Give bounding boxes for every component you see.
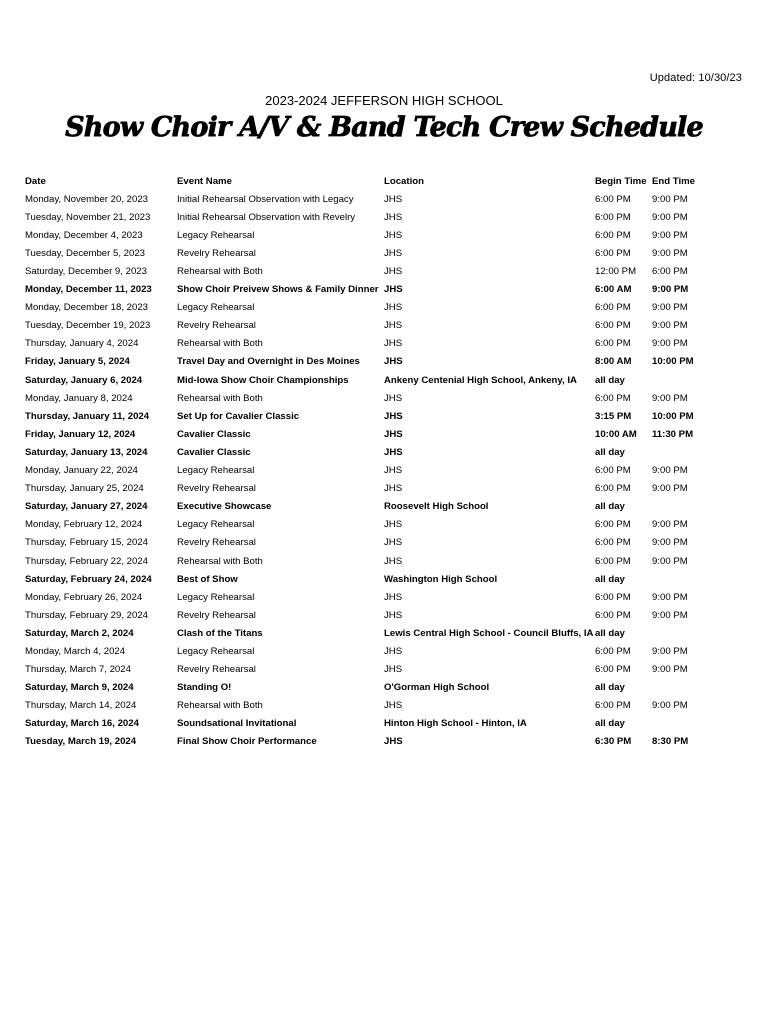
cell-location: JHS xyxy=(384,664,403,676)
cell-begin-time: 6:00 AM xyxy=(595,284,632,296)
cell-end-time: 9:00 PM xyxy=(652,392,688,404)
cell-date: Thursday, February 22, 2024 xyxy=(25,555,149,567)
header-date: Date xyxy=(25,175,46,187)
cell-date: Tuesday, March 19, 2024 xyxy=(25,736,137,748)
cell-location: JHS xyxy=(384,465,403,477)
updated-date: Updated: 10/30/23 xyxy=(649,72,742,84)
cell-begin-time: all day xyxy=(595,682,625,694)
cell-event-name: Legacy Rehearsal xyxy=(177,645,255,657)
cell-event-name: Rehearsal with Both xyxy=(177,338,263,350)
cell-event-name: Revelry Rehearsal xyxy=(177,320,256,332)
cell-end-time: 8:30 PM xyxy=(652,736,689,748)
header-end-time: End Time xyxy=(652,175,696,187)
cell-event-name: Travel Day and Overnight in Des Moines xyxy=(177,356,360,368)
cell-begin-time: 6:00 PM xyxy=(595,700,631,712)
cell-end-time: 9:00 PM xyxy=(652,284,689,296)
table-row xyxy=(25,299,747,317)
cell-event-name: Clash of the Titans xyxy=(177,627,263,639)
table-row xyxy=(25,190,747,208)
cell-event-name: Final Show Choir Performance xyxy=(177,736,317,748)
cell-location: Washington High School xyxy=(384,573,498,585)
table-row xyxy=(25,443,747,461)
cell-end-time: 9:00 PM xyxy=(652,211,688,223)
cell-date: Saturday, January 13, 2024 xyxy=(25,446,148,458)
cell-event-name: Set Up for Cavalier Classic xyxy=(177,410,300,422)
cell-begin-time: 6:00 PM xyxy=(595,519,631,531)
cell-end-time: 9:00 PM xyxy=(652,483,688,495)
cell-begin-time: all day xyxy=(595,374,625,386)
school-heading: 2023-2024 JEFFERSON HIGH SCHOOL xyxy=(265,93,503,108)
cell-event-name: Executive Showcase xyxy=(177,501,272,513)
cell-location: JHS xyxy=(384,700,403,712)
table-row xyxy=(25,552,747,570)
table-row xyxy=(25,498,747,516)
cell-end-time: 9:00 PM xyxy=(652,519,688,531)
cell-location: JHS xyxy=(384,736,403,748)
table-row xyxy=(25,588,747,606)
cell-location: Lewis Central High School - Council Bluffs, IA xyxy=(384,627,594,639)
cell-date: Friday, January 12, 2024 xyxy=(25,428,136,440)
cell-begin-time: all day xyxy=(595,446,625,458)
cell-location: Roosevelt High School xyxy=(384,501,489,513)
cell-date: Saturday, December 9, 2023 xyxy=(25,266,147,278)
cell-end-time: 9:00 PM xyxy=(652,664,688,676)
cell-begin-time: 6:00 PM xyxy=(595,483,631,495)
cell-begin-time: all day xyxy=(595,718,625,730)
cell-begin-time: 6:30 PM xyxy=(595,736,632,748)
cell-event-name: Initial Rehearsal Observation with Legacy xyxy=(177,193,354,205)
cell-date: Thursday, February 29, 2024 xyxy=(25,609,149,621)
cell-begin-time: 6:00 PM xyxy=(595,320,631,332)
cell-begin-time: 6:00 PM xyxy=(595,338,631,350)
cell-location: Hinton High School - Hinton, IA xyxy=(384,718,527,730)
cell-event-name: Rehearsal with Both xyxy=(177,700,263,712)
cell-event-name: Standing O! xyxy=(177,682,232,694)
cell-end-time xyxy=(652,498,747,516)
cell-begin-time: 6:00 PM xyxy=(595,392,631,404)
cell-event-name: Cavalier Classic xyxy=(177,446,251,458)
cell-event-name: Revelry Rehearsal xyxy=(177,664,256,676)
cell-event-name: Show Choir Preivew Shows & Family Dinner xyxy=(177,284,379,296)
cell-location: JHS xyxy=(384,645,403,657)
cell-end-time: 9:00 PM xyxy=(652,700,688,712)
table-row xyxy=(25,534,747,552)
cell-event-name: Legacy Rehearsal xyxy=(177,591,255,603)
header-begin-time: Begin Time xyxy=(595,175,647,187)
cell-location: JHS xyxy=(384,537,403,549)
cell-location: JHS xyxy=(384,320,403,332)
cell-location: JHS xyxy=(384,483,403,495)
cell-date: Saturday, January 6, 2024 xyxy=(25,374,143,386)
cell-location: JHS xyxy=(384,446,403,458)
cell-date: Saturday, March 2, 2024 xyxy=(25,627,134,639)
cell-end-time: 9:00 PM xyxy=(652,465,688,477)
cell-date: Monday, February 26, 2024 xyxy=(25,591,143,603)
cell-end-time: 6:00 PM xyxy=(652,266,688,278)
cell-date: Thursday, January 25, 2024 xyxy=(25,483,144,495)
cell-location: JHS xyxy=(384,609,403,621)
schedule-body xyxy=(25,190,747,751)
cell-event-name: Initial Rehearsal Observation with Revelry xyxy=(177,211,356,223)
cell-date: Saturday, February 24, 2024 xyxy=(25,573,152,585)
cell-begin-time: 8:00 AM xyxy=(595,356,632,368)
table-row xyxy=(25,697,747,715)
cell-end-time xyxy=(652,443,747,461)
cell-event-name: Legacy Rehearsal xyxy=(177,229,255,241)
cell-date: Tuesday, December 5, 2023 xyxy=(25,247,145,259)
table-header-row xyxy=(25,172,747,190)
cell-event-name: Legacy Rehearsal xyxy=(177,302,255,314)
cell-event-name: Revelry Rehearsal xyxy=(177,247,256,259)
cell-date: Monday, January 22, 2024 xyxy=(25,465,138,477)
table-row xyxy=(25,208,747,226)
cell-begin-time: all day xyxy=(595,501,625,513)
cell-end-time xyxy=(652,715,747,733)
cell-event-name: Mid-Iowa Show Choir Championships xyxy=(177,374,349,386)
table-row xyxy=(25,425,747,443)
cell-event-name: Soundsational Invitational xyxy=(177,718,297,730)
cell-event-name: Rehearsal with Both xyxy=(177,266,263,278)
cell-begin-time: 6:00 PM xyxy=(595,645,631,657)
cell-date: Friday, January 5, 2024 xyxy=(25,356,130,368)
cell-location: JHS xyxy=(384,247,403,259)
table-row xyxy=(25,480,747,498)
table-row xyxy=(25,570,747,588)
cell-end-time: 9:00 PM xyxy=(652,320,688,332)
cell-location: JHS xyxy=(384,229,403,241)
cell-location: JHS xyxy=(384,519,403,531)
table-row xyxy=(25,715,747,733)
cell-begin-time: 6:00 PM xyxy=(595,609,631,621)
cell-location: JHS xyxy=(384,555,403,567)
cell-location: JHS xyxy=(384,211,403,223)
cell-date: Monday, December 11, 2023 xyxy=(25,284,152,296)
cell-event-name: Revelry Rehearsal xyxy=(177,609,256,621)
table-row xyxy=(25,462,747,480)
table-row xyxy=(25,317,747,335)
cell-begin-time: 6:00 PM xyxy=(595,247,631,259)
cell-date: Thursday, January 11, 2024 xyxy=(25,410,150,422)
table-row xyxy=(25,244,747,262)
cell-date: Tuesday, November 21, 2023 xyxy=(25,211,151,223)
table-row xyxy=(25,389,747,407)
cell-event-name: Legacy Rehearsal xyxy=(177,465,255,477)
table-row xyxy=(25,516,747,534)
cell-location: JHS xyxy=(384,302,403,314)
cell-date: Monday, March 4, 2024 xyxy=(25,645,126,657)
cell-location: JHS xyxy=(384,193,403,205)
table-row xyxy=(25,226,747,244)
cell-begin-time: 6:00 PM xyxy=(595,465,631,477)
cell-end-time: 9:00 PM xyxy=(652,555,688,567)
cell-end-time: 9:00 PM xyxy=(652,193,688,205)
table-row xyxy=(25,262,747,280)
cell-date: Monday, December 18, 2023 xyxy=(25,302,149,314)
cell-event-name: Rehearsal with Both xyxy=(177,555,263,567)
cell-begin-time: 6:00 PM xyxy=(595,302,631,314)
cell-date: Saturday, March 16, 2024 xyxy=(25,718,139,730)
cell-begin-time: all day xyxy=(595,627,625,639)
cell-begin-time: all day xyxy=(595,573,625,585)
cell-begin-time: 6:00 PM xyxy=(595,229,631,241)
cell-date: Saturday, January 27, 2024 xyxy=(25,501,148,513)
cell-date: Thursday, February 15, 2024 xyxy=(25,537,149,549)
table-row xyxy=(25,353,747,371)
cell-location: O'Gorman High School xyxy=(384,682,490,694)
table-row xyxy=(25,679,747,697)
cell-date: Monday, January 8, 2024 xyxy=(25,392,133,404)
cell-end-time xyxy=(652,624,747,642)
cell-end-time: 9:00 PM xyxy=(652,302,688,314)
cell-location: JHS xyxy=(384,428,403,440)
cell-event-name: Revelry Rehearsal xyxy=(177,483,256,495)
cell-location: JHS xyxy=(384,591,403,603)
cell-end-time: 9:00 PM xyxy=(652,645,688,657)
cell-end-time: 9:00 PM xyxy=(652,229,688,241)
page-title: Show Choir A/V & Band Tech Crew Schedule xyxy=(65,112,703,143)
table-row xyxy=(25,407,747,425)
cell-location: JHS xyxy=(384,284,403,296)
cell-end-time: 9:00 PM xyxy=(652,247,688,259)
cell-location: JHS xyxy=(384,338,403,350)
table-row xyxy=(25,661,747,679)
cell-end-time: 10:00 PM xyxy=(652,410,694,422)
cell-end-time: 9:00 PM xyxy=(652,338,688,350)
cell-end-time: 9:00 PM xyxy=(652,609,688,621)
cell-event-name: Legacy Rehearsal xyxy=(177,519,255,531)
cell-begin-time: 6:00 PM xyxy=(595,193,631,205)
cell-date: Monday, November 20, 2023 xyxy=(25,193,149,205)
header-location: Location xyxy=(384,175,424,187)
schedule-table xyxy=(25,172,747,751)
cell-date: Thursday, March 14, 2024 xyxy=(25,700,137,712)
cell-date: Thursday, January 4, 2024 xyxy=(25,338,139,350)
table-row xyxy=(25,281,747,299)
cell-date: Thursday, March 7, 2024 xyxy=(25,664,131,676)
cell-event-name: Revelry Rehearsal xyxy=(177,537,256,549)
table-row xyxy=(25,371,747,389)
table-row xyxy=(25,335,747,353)
cell-date: Saturday, March 9, 2024 xyxy=(25,682,134,694)
cell-location: JHS xyxy=(384,356,403,368)
cell-begin-time: 6:00 PM xyxy=(595,537,631,549)
table-row xyxy=(25,642,747,660)
cell-date: Monday, December 4, 2023 xyxy=(25,229,143,241)
cell-location: JHS xyxy=(384,266,403,278)
cell-end-time: 9:00 PM xyxy=(652,591,688,603)
table-row xyxy=(25,733,747,751)
cell-date: Tuesday, December 19, 2023 xyxy=(25,320,151,332)
table-row xyxy=(25,606,747,624)
cell-end-time: 10:00 PM xyxy=(652,356,694,368)
cell-event-name: Best of Show xyxy=(177,573,238,585)
cell-location: JHS xyxy=(384,410,403,422)
cell-begin-time: 6:00 PM xyxy=(595,555,631,567)
cell-begin-time: 12:00 PM xyxy=(595,266,637,278)
cell-end-time: 11:30 PM xyxy=(652,428,694,440)
cell-event-name: Cavalier Classic xyxy=(177,428,251,440)
header-event-name: Event Name xyxy=(177,175,232,187)
cell-begin-time: 6:00 PM xyxy=(595,591,631,603)
table-row xyxy=(25,624,747,642)
cell-location: Ankeny Centenial High School, Ankeny, IA xyxy=(384,374,577,386)
cell-begin-time: 10:00 AM xyxy=(595,428,637,440)
cell-end-time: 9:00 PM xyxy=(652,537,688,549)
cell-begin-time: 3:15 PM xyxy=(595,410,632,422)
cell-begin-time: 6:00 PM xyxy=(595,211,631,223)
cell-end-time xyxy=(652,679,747,697)
cell-event-name: Rehearsal with Both xyxy=(177,392,263,404)
cell-location: JHS xyxy=(384,392,403,404)
cell-date: Monday, February 12, 2024 xyxy=(25,519,143,531)
cell-end-time xyxy=(652,570,747,588)
cell-begin-time: 6:00 PM xyxy=(595,664,631,676)
cell-end-time xyxy=(652,371,747,389)
